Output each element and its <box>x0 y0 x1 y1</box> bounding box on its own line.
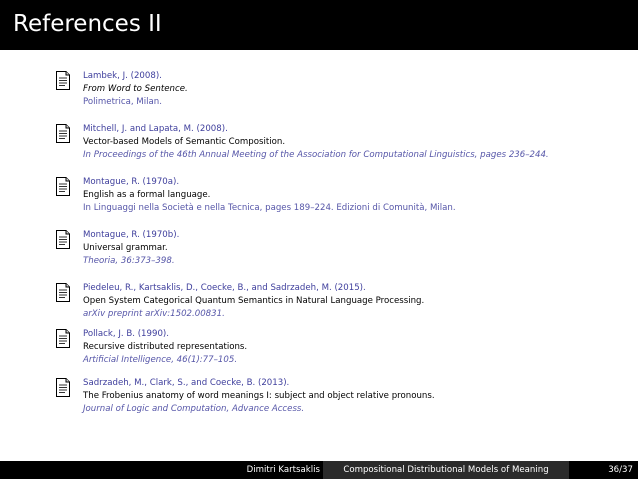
reference-item <box>0 71 638 121</box>
slide-title: References II <box>13 11 162 37</box>
article-document-icon <box>56 71 70 90</box>
reference-author: Montague, R. (1970b). <box>83 230 180 240</box>
reference-author: Sadrzadeh, M., Clark, S., and Coecke, B. (2013). <box>83 378 290 388</box>
reference-venue: Polimetrica, Milan. <box>83 97 162 107</box>
footer-bar <box>0 461 638 479</box>
reference-item <box>0 283 638 333</box>
reference-venue: Theoria, 36:373–398. <box>83 256 175 266</box>
reference-venue: In Proceedings of the 46th Annual Meeting of the Association for Computational Linguistics, pages 236–244. <box>83 150 549 160</box>
reference-title: English as a formal language. <box>83 190 211 200</box>
reference-item <box>0 177 638 227</box>
article-document-icon <box>56 177 70 196</box>
reference-item <box>0 329 638 379</box>
article-document-icon <box>56 230 70 249</box>
reference-title: From Word to Sentence. <box>83 84 188 94</box>
article-document-icon <box>56 124 70 143</box>
reference-venue: arXiv preprint arXiv:1502.00831. <box>83 309 225 319</box>
reference-title: Recursive distributed representations. <box>83 342 248 352</box>
article-document-icon <box>56 283 70 302</box>
reference-author: Lambek, J. (2008). <box>83 71 162 81</box>
reference-item <box>0 378 638 428</box>
article-document-icon <box>56 378 70 397</box>
reference-title: The Frobenius anatomy of word meanings I: subject and object relative pronouns. <box>83 391 435 401</box>
page-number: 36/37 <box>608 465 633 475</box>
article-document-icon <box>56 329 70 348</box>
reference-venue: In Linguaggi nella Società e nella Tecnica, pages 189–224. Edizioni di Comunità, Milan. <box>83 203 456 213</box>
reference-author: Montague, R. (1970a). <box>83 177 180 187</box>
reference-title: Universal grammar. <box>83 243 168 253</box>
reference-author: Mitchell, J. and Lapata, M. (2008). <box>83 124 228 134</box>
footer-author: Dimitri Kartsaklis <box>246 465 320 475</box>
reference-item <box>0 124 638 174</box>
reference-item <box>0 230 638 280</box>
reference-author: Pollack, J. B. (1990). <box>83 329 170 339</box>
reference-author: Piedeleu, R., Kartsaklis, D., Coecke, B., and Sadrzadeh, M. (2015). <box>83 283 366 293</box>
reference-venue: Journal of Logic and Computation, Advance Access. <box>83 404 305 414</box>
reference-title: Open System Categorical Quantum Semantics in Natural Language Processing. <box>83 296 425 306</box>
reference-title: Vector-based Models of Semantic Composition. <box>83 137 286 147</box>
footer-talk-title: Compositional Distributional Models of Meaning <box>323 461 569 479</box>
reference-venue: Artificial Intelligence, 46(1):77–105. <box>83 355 238 365</box>
